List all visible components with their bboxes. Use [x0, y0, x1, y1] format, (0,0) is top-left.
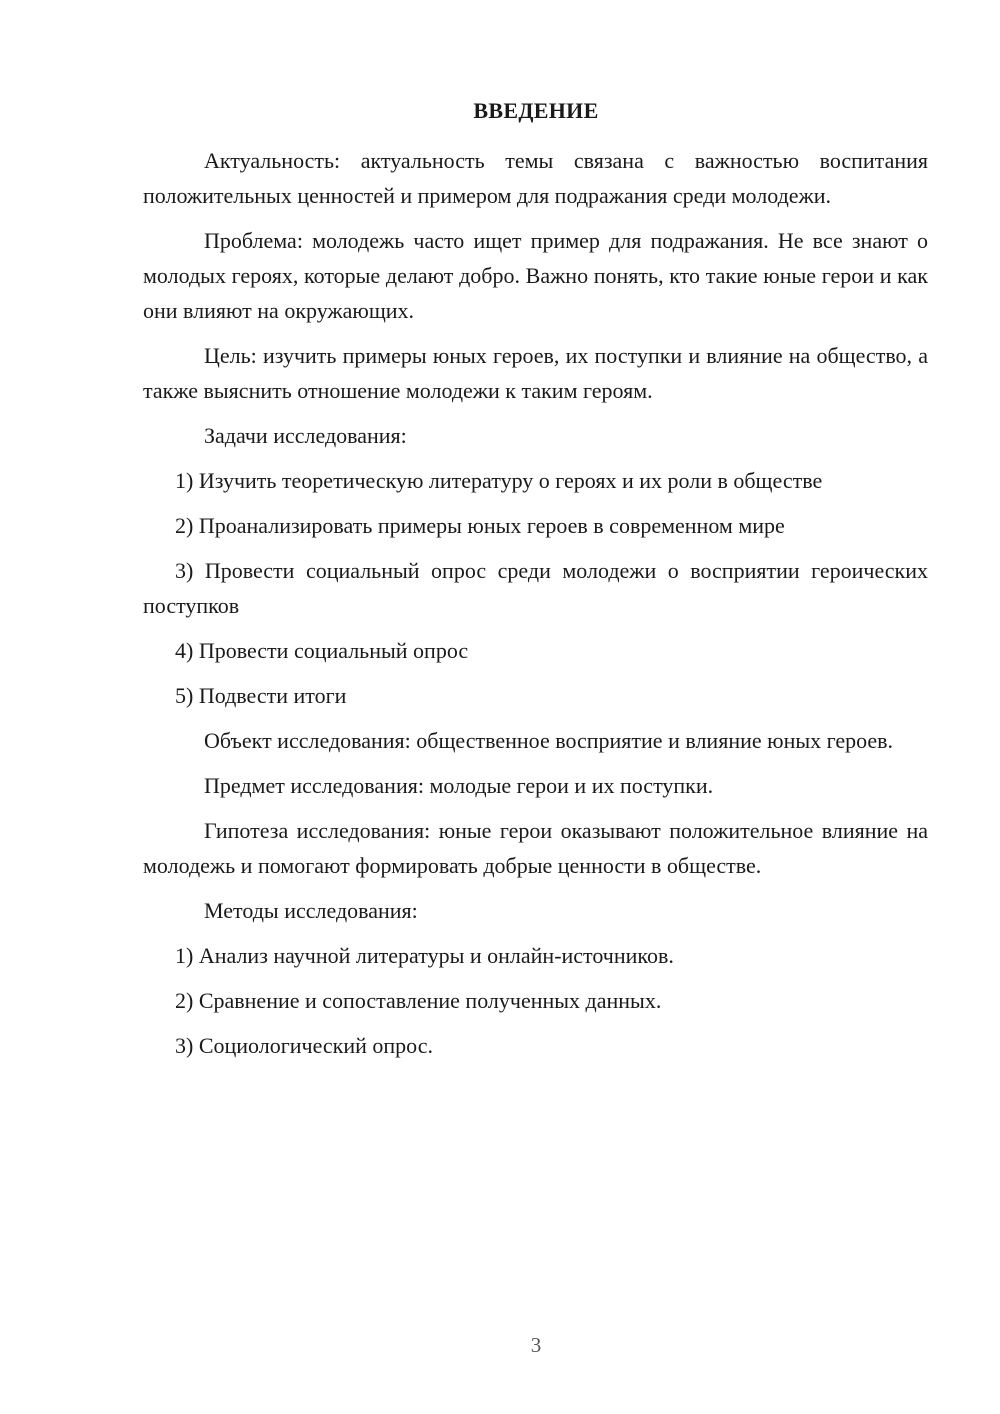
list-item-method-2: 2) Сравнение и сопоставление полученных данных. [175, 988, 662, 1013]
paragraph-object: Объект исследования: общественное восприятие и влияние юных героев. [204, 728, 894, 753]
paragraph-relevance: Актуальность: актуальность темы связана с важностью воспитания положительных ценностей и примером для подражания среди молодежи. [143, 148, 928, 208]
paragraph-problem: Проблема: молодежь часто ищет пример для подражания. Не все знают о молодых героях, которые делают добро. Важно понять, кто такие юные герои и как они влияют на окружающих. [143, 228, 928, 323]
list-item-method-1: 1) Анализ научной литературы и онлайн-источников. [175, 943, 674, 968]
list-item-method-3: 3) Социологический опрос. [175, 1033, 433, 1058]
paragraph-subject: Предмет исследования: молодые герои и их поступки. [204, 773, 714, 798]
paragraph-methods-heading: Методы исследования: [204, 898, 418, 923]
list-item-task-5: 5) Подвести итоги [175, 683, 347, 708]
list-item-task-3: 3) Провести социальный опрос среди молодежи о восприятии героических поступков [143, 558, 928, 618]
list-item-task-1: 1) Изучить теоретическую литературу о героях и их роли в обществе [175, 468, 823, 493]
document-body [143, 143, 928, 1073]
page-number: 3 [530, 1333, 542, 1357]
paragraph-goal: Цель: изучить примеры юных героев, их поступки и влияние на общество, а также выяснить отношение молодежи к таким героям. [143, 343, 928, 403]
paragraph-hypothesis: Гипотеза исследования: юные герои оказывают положительное влияние на молодежь и помогают формировать добрые ценности в обществе. [143, 818, 928, 878]
list-item-task-2: 2) Проанализировать примеры юных героев в современном мире [175, 513, 785, 538]
section-title: ВВЕДЕНИЕ [473, 98, 599, 123]
list-item-task-4: 4) Провести социальный опрос [175, 638, 469, 663]
paragraph-tasks-heading: Задачи исследования: [204, 423, 407, 448]
